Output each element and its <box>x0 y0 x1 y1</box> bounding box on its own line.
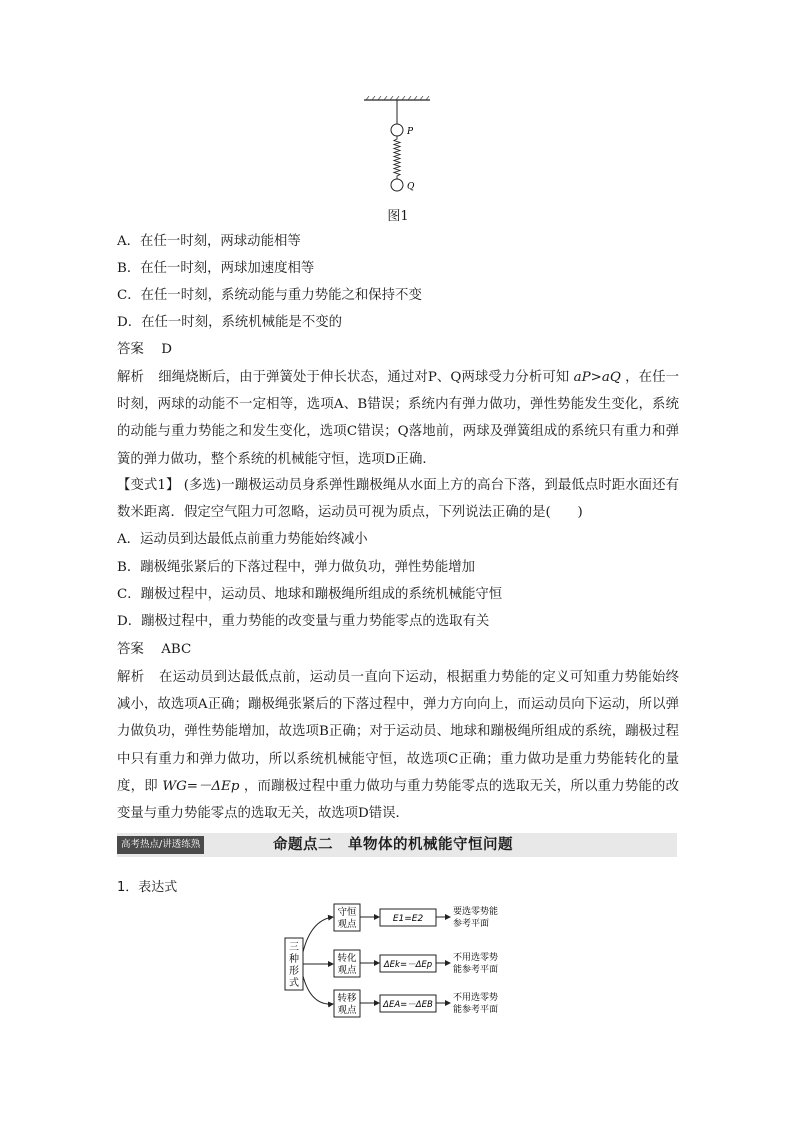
answer-value: ABC <box>161 642 192 657</box>
v1-answer <box>117 640 687 660</box>
analysis-text-b: ，在任一时刻，两球的动能不一定相等，选项A、B错误；系统内有弹力做功，弹性势能发生变化，系统的动能与重力势能之和发生变化，选项C错误；Q落地前，两球及弹簧组成的系统只有重力和弹簧的弹力做功，整个系统的机械能守恒，选项D正确． <box>117 370 679 467</box>
view-label: 转移 <box>337 993 357 1004</box>
work-energy-formula: WG=－ΔEp <box>162 778 240 794</box>
spring <box>394 136 400 179</box>
q1-option-a: A．在任一时刻，两球动能相等 <box>117 234 301 249</box>
view-label: 转化 <box>337 953 357 964</box>
formula: E1=E2 <box>392 914 424 924</box>
label-q: Q <box>407 182 415 192</box>
branch-arrow <box>303 976 333 1004</box>
analysis-label: 解析 <box>117 370 144 385</box>
analysis-text-b: ，而蹦极过程中重力做功与重力势能零点的选取无关，所以重力势能的改变量与重力势能零点的选取无关，故选项D错误． <box>117 778 680 822</box>
q1-answer <box>117 340 687 360</box>
v1-analysis <box>117 664 679 827</box>
note: 要选零势能 <box>453 907 499 917</box>
answer-value: D <box>161 342 173 357</box>
q1-option-d: D．在任一时刻，系统机械能是不变的 <box>117 315 342 330</box>
analysis-text-a: 细绳烧断后，由于弹簧处于伸长状态，通过对P、Q两球受力分析可知 <box>158 370 570 385</box>
analysis-text-a: 在运动员到达最低点前，运动员一直向下运动，根据重力势能的定义可知重力势能始终减小，故选项A正确；蹦极绳张紧后的下落过程中，弹力方向向上，而运动员向下运动，所以弹力做负功，弹性势能增加，故选项B正确；对于运动员、地球和蹦极绳所组成的系统，蹦极过程中只有重力和弹力做功，所以系统机械能守恒，故选项C正确；重力做功是重力势能转化的量度，即 <box>117 670 679 794</box>
v1-option-d: D．蹦极过程中，重力势能的改变量与重力势能零点的选取有关 <box>117 614 490 629</box>
branch-arrow <box>303 917 333 952</box>
answer-label: 答案 <box>117 342 144 357</box>
root-char: 形 <box>289 966 299 977</box>
section-tag: 高考热点/讲透练熟 <box>117 836 204 854</box>
note: 能参考平面 <box>453 1005 499 1015</box>
view-label: 守恒 <box>337 907 357 918</box>
view-label: 观点 <box>337 1005 357 1016</box>
note: 能参考平面 <box>453 965 499 975</box>
analysis-label: 解析 <box>117 670 145 685</box>
note: 不用选零势 <box>453 993 499 1003</box>
view-label: 观点 <box>337 965 357 976</box>
q1-analysis <box>117 364 679 473</box>
answer-label: 答案 <box>117 642 144 657</box>
subsection-title: 1．表达式 <box>117 880 178 895</box>
root-char: 种 <box>289 954 299 965</box>
root-char: 式 <box>289 978 299 989</box>
spring-ball-figure <box>360 96 440 206</box>
formula: ΔEA=－ΔEB <box>383 1000 433 1010</box>
v1-option-c: C．蹦极过程中，运动员、地球和蹦极绳所组成的系统机械能守恒 <box>117 587 503 602</box>
variant1-stem: 【变式1】 (多选)一蹦极运动员身系弹性蹦极绳从水面上方的高台下落，到最低点时距水面还有数米距离．假定空气阻力可忽略，运动员可视为质点，下列说法正确的是( ) <box>117 478 679 521</box>
figure-caption: 图1 <box>387 209 409 224</box>
note: 不用选零势 <box>453 953 499 963</box>
ball-p <box>391 124 403 136</box>
note: 参考平面 <box>453 919 490 929</box>
v1-option-a: A．运动员到达最低点前重力势能始终减小 <box>117 532 368 547</box>
label-p: P <box>407 127 414 137</box>
three-forms-diagram <box>283 902 523 1020</box>
section-title: 命题点二 单物体的机械能守恒问题 <box>273 837 513 853</box>
ceiling <box>364 96 430 100</box>
root-char: 三 <box>289 942 299 953</box>
q1-option-b: B．在任一时刻，两球加速度相等 <box>117 261 315 276</box>
ball-q <box>391 179 403 191</box>
q1-option-c: C．在任一时刻，系统动能与重力势能之和保持不变 <box>117 288 422 303</box>
acceleration-relation: aP>aQ <box>573 370 621 385</box>
section-header <box>117 833 677 857</box>
view-label: 观点 <box>337 919 357 930</box>
v1-option-b: B．蹦极绳张紧后的下落过程中，弹力做负功，弹性势能增加 <box>117 560 475 575</box>
formula: ΔEk=－ΔEp <box>383 960 433 970</box>
